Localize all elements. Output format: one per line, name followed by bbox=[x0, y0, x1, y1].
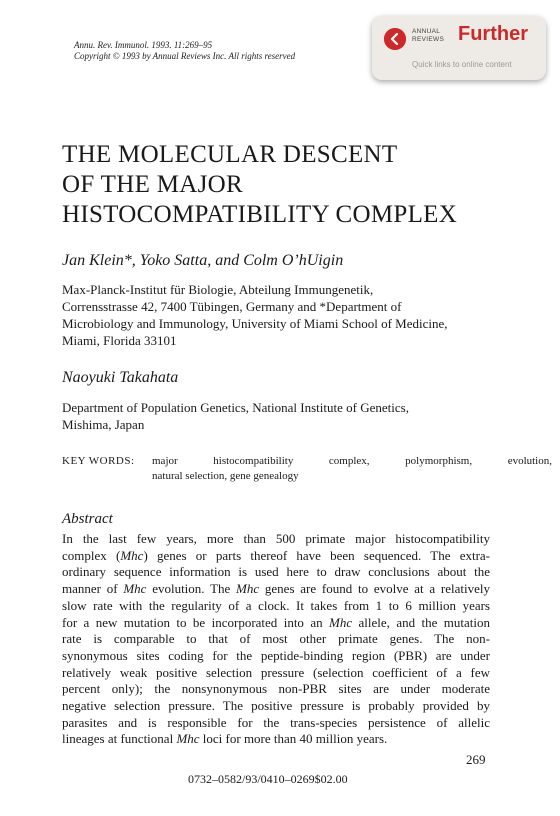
abstract-line: slow rate with the regularity of a clock. It takes from 1 to 6 million years bbox=[62, 597, 490, 613]
annual-reviews-label: ANNUAL REVIEWS bbox=[412, 28, 445, 43]
page-number: 269 bbox=[466, 752, 486, 767]
abstract-line: manner of Mhc evolution. The Mhc genes are found to evolve at a relatively bbox=[62, 581, 490, 597]
abstract-line: ordinary sequence information is used here to draw conclusions about the bbox=[62, 564, 490, 580]
abstract-line: synonymous sites coding for the peptide-binding region (PBR) are under bbox=[62, 647, 490, 663]
author-list-2: Naoyuki Takahata bbox=[62, 369, 179, 386]
affiliation-2: Department of Population Genetics, National Institute of Genetics, Mishima, Japan bbox=[62, 400, 409, 432]
article-title bbox=[62, 140, 457, 230]
abstract-line: complex (Mhc) genes or parts thereof have been sequenced. The extra- bbox=[62, 547, 491, 563]
abstract-line: relatively weak positive selection pressure (selection coefficient of a few bbox=[62, 664, 490, 680]
abstract-heading: Abstract bbox=[62, 511, 113, 527]
abstract-line: percent only); the nonsynonymous non-PBR sites are under moderate bbox=[62, 681, 490, 697]
title-line-1: THE MOLECULAR DESCENT bbox=[62, 141, 398, 168]
abstract-line: In the last few years, more than 500 primate major histocompatibility bbox=[62, 531, 490, 546]
abstract-line: for a new mutation to be incorporated into an Mhc allele, and the mutation bbox=[62, 614, 491, 630]
abstract-body bbox=[62, 531, 490, 748]
abstract-line: rate is comparable to that of most other primate genes. The non- bbox=[62, 631, 490, 647]
journal-citation-block bbox=[74, 40, 295, 62]
keywords-list: major histocompatibility complex, polymorphism, evolution, natural selection, gene genealogy bbox=[152, 455, 552, 482]
abstract-line: lineages at functional Mhc loci for more than 40 million years. bbox=[62, 731, 388, 747]
abstract-line: parasites and is responsible for the trans-species persistence of allelic bbox=[62, 714, 490, 730]
title-line-3: HISTOCOMPATIBILITY COMPLEX bbox=[62, 201, 458, 228]
author-list-1: Jan Klein*, Yoko Satta, and Colm O’hUigin bbox=[62, 252, 344, 269]
copyright-notice: Copyright © 1993 by Annual Reviews Inc. All rights reserved bbox=[74, 51, 296, 61]
further-badge[interactable] bbox=[372, 16, 546, 80]
keywords-label: KEY WORDS: bbox=[62, 455, 135, 467]
abstract-line: negative selection pressure. The positive pressure is probably provided by bbox=[62, 698, 490, 714]
footer-code: 0732–0582/93/0410–0269$02.00 bbox=[188, 772, 348, 786]
title-line-2: OF THE MAJOR bbox=[62, 171, 243, 198]
further-subtitle: Quick links to online content bbox=[412, 60, 512, 69]
journal-citation: Annu. Rev. Immunol. 1993. 11:269–95 bbox=[74, 40, 213, 50]
affiliation-1: Max-Planck-Institut für Biologie, Abteilung Immungenetik, Corrensstrasse 42, 7400 Tübingen, Germany and *Department of Microbiology and Immunology, University of Miami School of Medicine, Miami, Florida 33101 bbox=[62, 282, 448, 348]
further-label: Further bbox=[458, 23, 528, 45]
annual-reviews-logo-icon bbox=[384, 28, 406, 50]
